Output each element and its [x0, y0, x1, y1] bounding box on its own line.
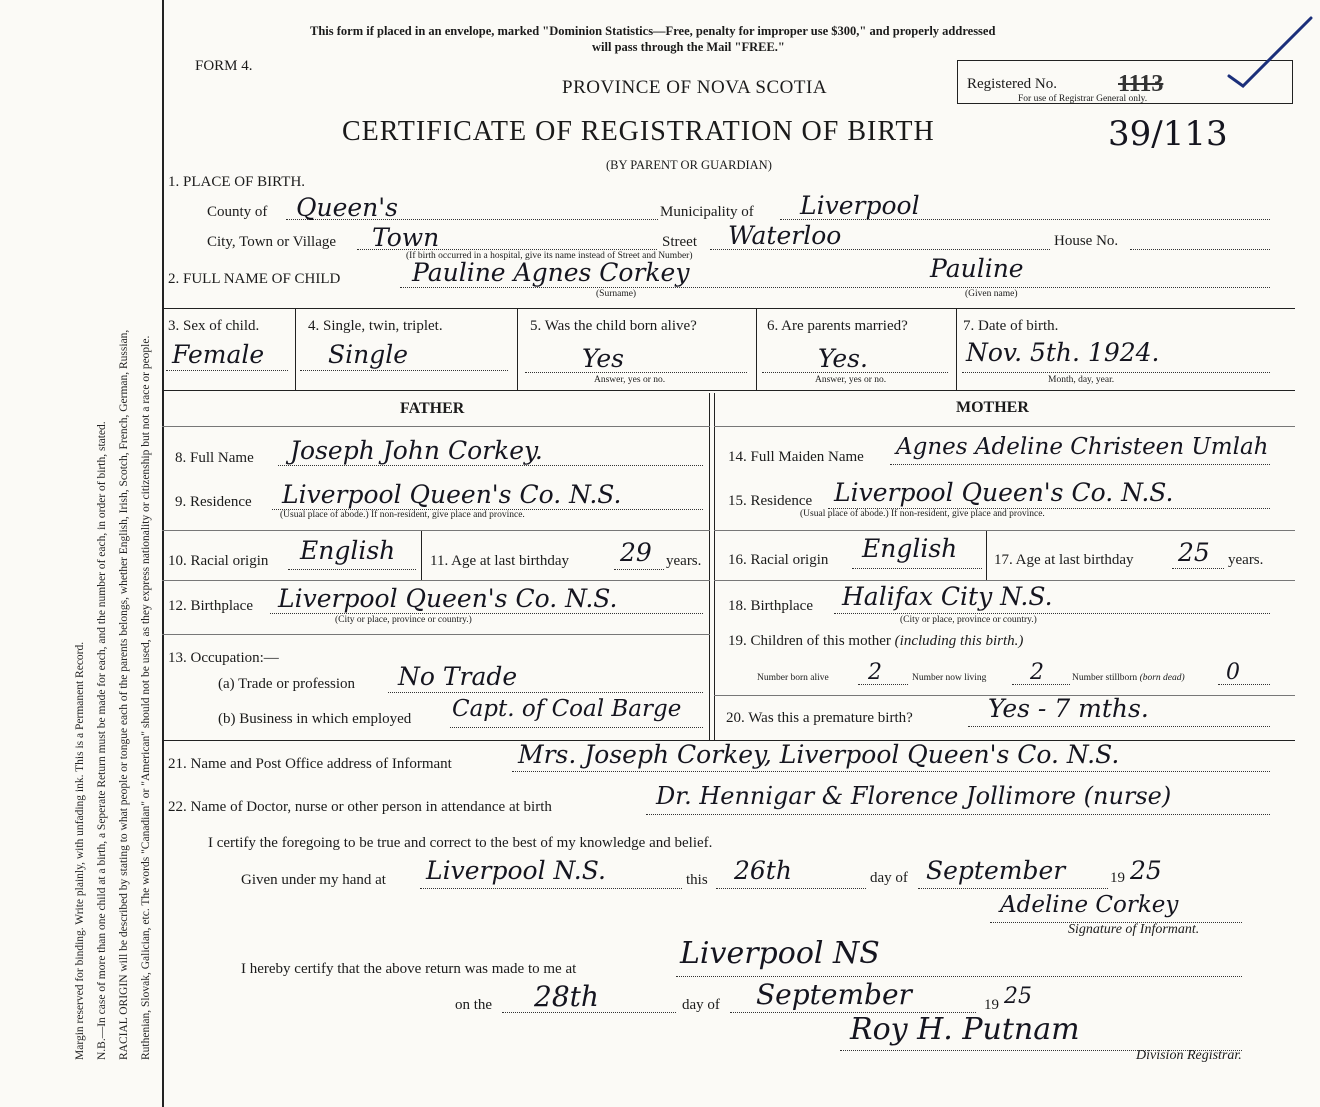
hospital-note: (If birth occurred in a hospital, give its name instead of Street and Number) [406, 251, 693, 261]
trade-label: (a) Trade or profession [218, 676, 356, 692]
row-rule-top [162, 308, 1295, 309]
county-label: County of [207, 204, 268, 220]
cert-month-line [918, 888, 1108, 889]
father-birthplace-value: Liverpool Queen's Co. N.S. [278, 584, 618, 613]
father-age-line [614, 569, 664, 570]
registrar-place-line [676, 976, 1242, 977]
stillborn-label-text: Number stillborn [1072, 673, 1138, 683]
title-handwritten-number: 39/113 [1108, 114, 1228, 154]
cert-day-of-label: day of [870, 870, 908, 886]
registrar-on-the-label: on the [455, 997, 493, 1013]
stillborn-label-italic: (born dead) [1139, 673, 1185, 683]
margin-binding-note: Margin reserved for binding. Write plainly, with unfading ink. This is a Permanent Record. [74, 641, 86, 1060]
county-value: Queen's [296, 193, 398, 222]
street-value: Waterloo [728, 221, 842, 250]
born-alive-line [525, 372, 747, 373]
mother-birthplace-label: 18. Birthplace [728, 598, 813, 614]
registrar-year-value: 25 [1004, 984, 1032, 1009]
date-of-birth-caption: Month, day, year. [1048, 375, 1115, 385]
child-given-value: Pauline [930, 254, 1024, 283]
born-alive-count-label: Number born alive [757, 673, 829, 683]
row-rule-bottom [162, 390, 1295, 391]
father-heading-rule [162, 426, 710, 427]
cert-day-line [716, 888, 866, 889]
informant-line [512, 771, 1270, 772]
mother-racial-value: English [862, 534, 958, 563]
born-alive-caption: Answer, yes or no. [594, 375, 666, 385]
children-label-italic: (including this birth.) [894, 633, 1024, 649]
father-birthplace-line [270, 613, 703, 614]
given-under-label: Given under my hand at [241, 872, 386, 888]
father-row-rule-3 [162, 634, 710, 635]
father-heading: FATHER [400, 400, 465, 417]
doctor-value: Dr. Hennigar & Florence Jollimore (nurse) [656, 782, 1172, 810]
mother-residence-label: 15. Residence [728, 493, 813, 509]
business-line [450, 727, 703, 728]
date-of-birth-line [962, 372, 1270, 373]
registrar-year-prefix: 19 [984, 997, 999, 1013]
cert-year-value: 25 [1130, 856, 1162, 885]
mail-notice-line2: will pass through the Mail "FREE." [592, 40, 785, 54]
born-alive-count-line [858, 684, 908, 685]
plurality-line [300, 370, 508, 371]
living-count-value: 2 [1030, 660, 1044, 685]
father-row-rule-1 [162, 530, 710, 531]
col-divider-2 [517, 308, 518, 390]
cert-day-value: 26th [734, 856, 792, 885]
mother-birthplace-line [834, 613, 1270, 614]
children-label [728, 633, 1023, 650]
child-name-line [400, 287, 1270, 288]
margin-rule [162, 0, 164, 1107]
child-name-label: 2. FULL NAME OF CHILD [168, 271, 341, 287]
house-no-line [1130, 249, 1270, 250]
born-alive-value: Yes [582, 344, 624, 373]
father-residence-caption: (Usual place of abode.) If non-resident, give place and province. [280, 510, 525, 520]
mother-heading-rule [714, 426, 1295, 427]
sex-value: Female [172, 340, 265, 369]
premature-line [968, 726, 1270, 727]
registered-number: 1113 [1118, 71, 1164, 97]
parents-divider-a [709, 393, 710, 740]
place-of-birth-heading: 1. PLACE OF BIRTH. [168, 174, 306, 190]
plurality-value: Single [328, 340, 409, 369]
sex-line [166, 370, 288, 371]
father-age-label: 11. Age at last birthday [430, 553, 569, 569]
registrar-day-value: 28th [534, 980, 599, 1013]
stillborn-count-value: 0 [1226, 660, 1240, 685]
children-label-text: 19. Children of this mother [728, 633, 891, 649]
mother-residence-caption: (Usual place of abode.) If non-resident, give place and province. [800, 509, 1045, 519]
mother-birthplace-caption: (City or place, province or country.) [900, 615, 1037, 625]
mother-age-suffix: years. [1228, 552, 1264, 568]
father-name-line [278, 465, 703, 466]
mother-row-rule-1 [714, 530, 1295, 531]
mother-racial-divider [986, 531, 987, 581]
mother-name-label: 14. Full Maiden Name [728, 449, 864, 465]
child-surname-value: Pauline Agnes Corkey [412, 258, 690, 287]
house-no-label: House No. [1054, 233, 1119, 249]
doctor-label: 22. Name of Doctor, nurse or other person in attendance at birth [168, 799, 552, 815]
father-racial-divider [421, 531, 422, 581]
col-divider-1 [295, 308, 296, 390]
trade-line [388, 692, 703, 693]
mother-birthplace-value: Halifax City N.S. [842, 582, 1053, 611]
parents-married-value: Yes. [818, 344, 868, 373]
informant-value: Mrs. Joseph Corkey, Liverpool Queen's Co. N.S. [518, 740, 1120, 769]
father-racial-label: 10. Racial origin [168, 553, 269, 569]
margin-racial-origin-note-2: Ruthenian, Slovak, Galician, etc. The words "Canadian" or "American" should not be used, as they express nationality or citizenship but not a race or people. [140, 335, 152, 1060]
parents-divider-b [714, 393, 715, 740]
born-alive-count-value: 2 [868, 660, 882, 685]
business-label: (b) Business in which employed [218, 711, 412, 727]
mother-age-value: 25 [1178, 538, 1210, 567]
mother-racial-label: 16. Racial origin [728, 552, 829, 568]
father-residence-label: 9. Residence [175, 494, 252, 510]
father-residence-value: Liverpool Queen's Co. N.S. [282, 480, 622, 509]
doctor-line [646, 814, 1270, 815]
given-place-value: Liverpool N.S. [426, 856, 606, 885]
stillborn-count-label [1072, 673, 1185, 683]
given-place-line [420, 888, 682, 889]
plurality-label: 4. Single, twin, triplet. [308, 318, 443, 334]
check-mark-icon [1225, 14, 1315, 89]
col-divider-4 [956, 308, 957, 390]
parents-married-line [762, 372, 948, 373]
certificate-title: CERTIFICATE OF REGISTRATION OF BIRTH [342, 116, 935, 147]
surname-caption: (Surname) [596, 289, 637, 299]
municipality-label: Municipality of [660, 204, 754, 220]
mother-heading: MOTHER [956, 399, 1029, 416]
mother-age-line [1172, 568, 1224, 569]
certify-statement: I certify the foregoing to be true and correct to the best of my knowledge and belief. [208, 835, 713, 851]
father-birthplace-label: 12. Birthplace [168, 598, 253, 614]
registrar-place-value: Liverpool NS [680, 936, 880, 971]
father-birthplace-caption: (City or place, province or country.) [335, 615, 472, 625]
margin-racial-origin-note: RACIAL ORIGIN will be described by stating to what people or tongue each of the parents belongs, whether English, Irish, Scotch, French, German, Russian, [118, 329, 130, 1060]
date-of-birth-value: Nov. 5th. 1924. [966, 338, 1160, 367]
parents-married-label: 6. Are parents married? [767, 318, 908, 334]
occupation-label: 13. Occupation:— [168, 650, 279, 666]
col-divider-3 [756, 308, 757, 390]
mother-racial-line [852, 568, 982, 569]
city-value: Town [372, 223, 440, 252]
informant-label: 21. Name and Post Office address of Informant [168, 756, 452, 772]
this-label: this [686, 872, 708, 888]
father-name-label: 8. Full Name [175, 450, 254, 466]
mother-age-label: 17. Age at last birthday [994, 552, 1134, 568]
sex-label: 3. Sex of child. [168, 318, 260, 334]
trade-value: No Trade [398, 662, 518, 691]
informant-signature: Adeline Corkey [1000, 892, 1179, 918]
cert-month-value: September [926, 856, 1066, 885]
certificate-subtitle: (BY PARENT OR GUARDIAN) [606, 158, 772, 172]
father-age-value: 29 [620, 538, 652, 567]
father-age-suffix: years. [666, 553, 702, 569]
informant-signature-caption: Signature of Informant. [1068, 922, 1200, 937]
registrar-statement: I hereby certify that the above return was made to me at [241, 961, 577, 977]
cert-year-prefix: 19 [1110, 870, 1125, 886]
form-number: FORM 4. [195, 58, 253, 74]
margin-multiple-birth-note: N.B.—In case of more than one child at a birth, a Seperate Return must be made for each, and the number of each, in order of birth, stated. [96, 421, 108, 1060]
registrar-use-note: For use of Registrar General only. [1018, 94, 1148, 104]
given-name-caption: (Given name) [965, 289, 1018, 299]
street-label: Street [662, 234, 697, 250]
registrar-day-of-label: day of [682, 997, 720, 1013]
registrar-signature-caption: Division Registrar. [1136, 1048, 1242, 1063]
father-name-value: Joseph John Corkey. [290, 436, 543, 465]
mother-name-line [890, 464, 1270, 465]
city-label: City, Town or Village [207, 234, 337, 250]
father-racial-line [288, 569, 416, 570]
registered-label: Registered No. [967, 76, 1057, 92]
date-of-birth-label: 7. Date of birth. [963, 318, 1059, 334]
registrar-month-value: September [756, 978, 912, 1011]
father-racial-value: English [300, 536, 396, 565]
mother-row-rule-2 [714, 580, 1295, 581]
mother-residence-value: Liverpool Queen's Co. N.S. [834, 478, 1174, 507]
mail-notice-line1: This form if placed in an envelope, marked "Dominion Statistics—Free, penalty for improper use $300," and properly addressed [310, 24, 996, 38]
municipality-value: Liverpool [800, 191, 920, 220]
province-heading: PROVINCE OF NOVA SCOTIA [562, 77, 828, 98]
premature-label: 20. Was this a premature birth? [726, 710, 913, 726]
living-count-label: Number now living [912, 673, 987, 683]
mother-name-value: Agnes Adeline Christeen Umlah [896, 434, 1269, 460]
premature-value: Yes - 7 mths. [988, 694, 1149, 723]
parents-married-caption: Answer, yes or no. [815, 375, 887, 385]
father-row-rule-2 [162, 580, 710, 581]
born-alive-label: 5. Was the child born alive? [530, 318, 697, 334]
business-value: Capt. of Coal Barge [452, 696, 682, 722]
registrar-signature: Roy H. Putnam [850, 1012, 1080, 1047]
